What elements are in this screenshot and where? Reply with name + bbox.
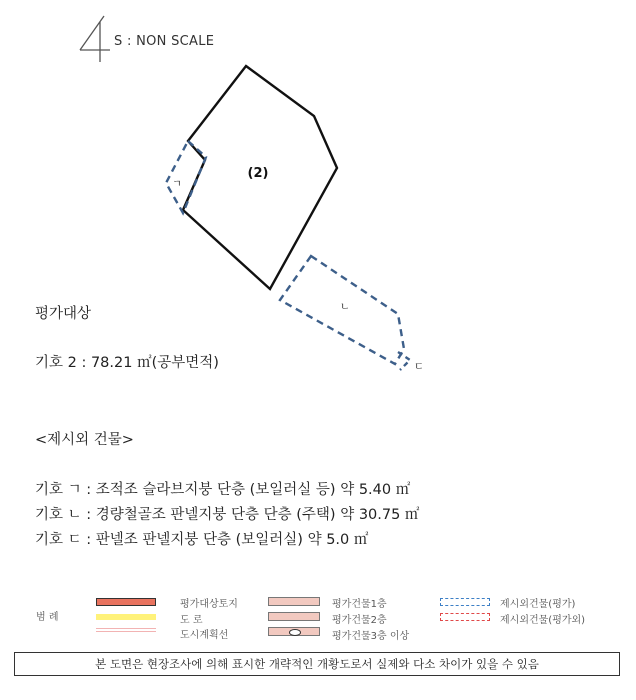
legend-swatch-building-3f — [268, 627, 320, 636]
extra-item-a: 기호 ㄱ : 조적조 슬라브지붕 단층 (보일러실 등) 약 5.40 ㎡ — [35, 482, 411, 498]
legend-label-building-1f: 평가건물1층 — [332, 599, 387, 610]
legend-label-extra-noneval: 제시외건물(평가외) — [500, 615, 586, 626]
legend-swatch-planning-line — [96, 628, 156, 632]
legend-title: 범 례 — [36, 612, 59, 623]
parcel-area-line: 기호 2 : 78.21 ㎡(공부면적) — [35, 355, 219, 371]
north-arrow-icon — [80, 16, 110, 62]
legend-swatch-extra-eval — [440, 598, 490, 606]
extra-label-a: ㄱ — [172, 179, 182, 190]
extra-buildings-title: <제시외 건물> — [35, 432, 134, 448]
circle-marker-icon — [289, 629, 301, 636]
disclaimer-notice: 본 도면은 현장조사에 의해 표시한 개략적인 개황도로서 실제와 다소 차이가 있을 수 있음 — [14, 652, 620, 676]
extra-label-b: ㄴ — [340, 302, 350, 313]
legend-swatch-building-1f — [268, 597, 320, 606]
legend-label-planning-line: 도시계획선 — [180, 630, 229, 641]
subject-heading: 평가대상 — [35, 306, 92, 322]
extra-label-c: ㄷ — [414, 362, 424, 373]
legend-label-subject-land: 평가대상토지 — [180, 599, 238, 610]
legend-swatch-road — [96, 614, 156, 620]
extra-item-c: 기호 ㄷ : 판넬조 판넬지붕 단층 (보일러실) 약 5.0 ㎡ — [35, 532, 369, 548]
parcel-label: (2) — [247, 166, 269, 181]
legend-label-building-3f: 평가건물3층 이상 — [332, 631, 410, 642]
legend-label-road: 도 로 — [180, 615, 203, 626]
legend-label-extra-eval: 제시외건물(평가) — [500, 599, 576, 610]
legend-label-building-2f: 평가건물2층 — [332, 615, 387, 626]
extra-item-b: 기호 ㄴ : 경량철골조 판넬지붕 단층 단층 (주택) 약 30.75 ㎡ — [35, 507, 420, 523]
scale-label: S : NON SCALE — [114, 34, 215, 49]
legend-swatch-subject-land — [96, 598, 156, 606]
legend-swatch-building-2f — [268, 612, 320, 621]
legend — [0, 590, 636, 650]
legend-swatch-extra-noneval — [440, 613, 490, 621]
